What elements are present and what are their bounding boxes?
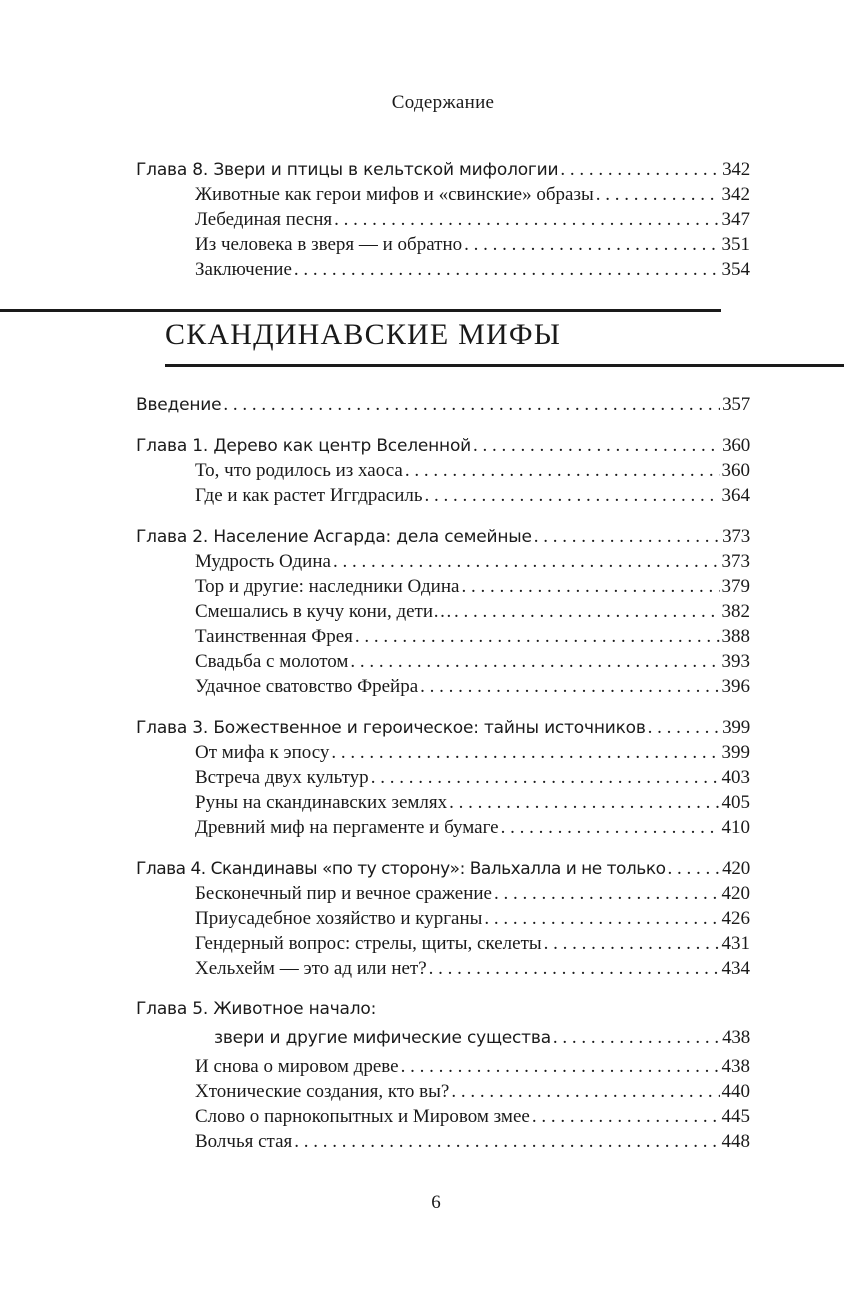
toc-section-entry[interactable] [136,906,750,931]
page-number: 399 [722,717,750,738]
section-title: Мудрость Одина [195,551,331,572]
page-number: 351 [721,234,750,255]
section-title: Бесконечный пир и вечное сражение [195,883,492,904]
toc-chapter2 [136,524,750,699]
page-number: 373 [721,551,750,572]
part-rule-top [0,309,721,312]
page-number: 438 [722,1027,750,1048]
section-title: Древний миф на пергаменте и бумаге [195,817,499,838]
toc-chapter-entry[interactable] [136,715,750,740]
chapter-title-line2: звери и другие мифические существа [214,1028,551,1048]
dot-leader [461,574,719,599]
toc-section-entry[interactable] [136,574,750,599]
page-number: 342 [722,159,750,180]
dot-leader [294,257,720,282]
dot-leader [331,740,719,765]
toc-section-entry[interactable] [136,458,750,483]
toc-chapter-entry[interactable] [136,524,750,549]
section-title: Из человека в зверя — и обратно [195,234,463,255]
toc-chapter-entry[interactable] [136,392,750,417]
toc-section-entry[interactable] [136,549,750,574]
toc-section-entry[interactable] [136,1079,750,1104]
running-head: Содержание [391,92,495,113]
section-title: Смешались в кучу кони, дети… [195,601,453,622]
dot-leader [532,1104,720,1129]
dot-leader [449,790,719,815]
chapter-title: Глава 8. Звери и птицы в кельтской мифологии [136,160,559,180]
dot-leader [294,1129,719,1154]
section-title: Волчья стая [195,1131,293,1152]
part-rule-bottom [165,364,844,367]
section-title: То, что родилось из хаоса [195,460,403,481]
page-number: 434 [721,958,750,979]
dot-leader [484,906,719,931]
dot-leader [560,157,720,182]
toc-celtic-chapter8 [136,157,750,282]
toc-chapter-entry[interactable] [136,433,750,458]
dot-leader [494,881,720,906]
toc-section-entry[interactable] [136,649,750,674]
section-title: Хельхейм — это ад или нет? [195,958,427,979]
section-title: И снова о мировом древе [195,1056,399,1077]
section-title: Где и как растет Иггдрасиль [195,485,423,506]
toc-section-entry[interactable] [136,790,750,815]
toc-section-entry[interactable] [136,232,750,257]
dot-leader [401,1054,720,1079]
section-title: Животные как герои мифов и «свинские» образы [195,184,594,205]
toc-section-entry[interactable] [136,182,750,207]
page-number: 431 [721,933,750,954]
page-number: 420 [721,883,750,904]
section-title: Свадьба с молотом [195,651,349,672]
page-folio: 6 [431,1192,441,1213]
dot-leader [429,956,720,981]
page-number: 373 [722,526,750,547]
dot-leader [668,856,721,881]
page-number: 420 [722,858,750,879]
dot-leader [420,674,719,699]
toc-chapter-entry-cont[interactable] [136,1022,750,1054]
toc-section-entry[interactable] [136,1054,750,1079]
page-number: 438 [721,1056,750,1077]
page-number: 440 [721,1081,750,1102]
toc-section-entry[interactable] [136,931,750,956]
section-title: Тор и другие: наследники Одина [195,576,460,597]
dot-leader [553,1022,720,1054]
section-title: Приусадебное хозяйство и курганы [195,908,483,929]
section-title: От мифа к эпосу [195,742,330,763]
toc-intro [136,392,750,417]
page-number: 445 [721,1106,750,1127]
section-title: Встреча двух культур [195,767,369,788]
dot-leader [648,715,720,740]
page-number: 410 [721,817,750,838]
page-number: 354 [721,259,750,280]
page-number: 448 [721,1131,750,1152]
section-title: Удачное сватовство Фрейра [195,676,419,697]
toc-chapter-entry[interactable] [136,157,750,182]
toc-section-entry[interactable] [136,483,750,508]
section-title: Заключение [195,259,292,280]
page-number: 426 [721,908,750,929]
page-number: 396 [721,676,750,697]
page-number: 342 [721,184,750,205]
dot-leader [451,1079,719,1104]
section-title: Таинственная Фрея [195,626,353,647]
page-number: 388 [721,626,750,647]
dot-leader [223,392,720,417]
chapter-title: Глава 1. Дерево как центр Вселенной [136,436,472,456]
toc-chapter1 [136,433,750,508]
dot-leader [371,765,720,790]
toc-chapter3 [136,715,750,840]
page-number: 393 [721,651,750,672]
section-title: Хтонические создания, кто вы? [195,1081,450,1102]
toc-section-entry[interactable] [136,765,750,790]
toc-section-entry[interactable] [136,674,750,699]
dot-leader [350,649,719,674]
dot-leader [596,182,720,207]
part-title: СКАНДИНАВСКИЕ МИФЫ [165,318,562,351]
page-number: 347 [721,209,750,230]
section-title: Руны на скандинавских землях [195,792,448,813]
dot-leader [405,458,720,483]
chapter-title: Глава 4. Скандинавы «по ту сторону»: Вальхалла и не только [136,859,666,879]
toc-section-entry[interactable] [136,207,750,232]
dot-leader [454,599,719,624]
page-number: 405 [721,792,750,813]
toc-section-entry[interactable] [136,624,750,649]
toc-section-entry[interactable] [136,1104,750,1129]
toc-section-entry[interactable] [136,881,750,906]
page-number: 357 [722,394,750,415]
page-number: 360 [721,460,750,481]
toc-section-entry[interactable] [136,1129,750,1154]
dot-leader [501,815,720,840]
chapter-title-line1: Глава 5. Животное начало: [136,999,377,1019]
dot-leader [333,549,720,574]
dot-leader [534,524,720,549]
toc-section-entry[interactable] [136,815,750,840]
dot-leader [355,624,720,649]
toc-chapter5 [136,997,750,1154]
page-number: 379 [721,576,750,597]
dot-leader [464,232,719,257]
toc-chapter-entry[interactable] [136,997,750,1022]
toc-section-entry[interactable] [136,956,750,981]
section-title: Слово о парнокопытных и Мировом змее [195,1106,530,1127]
section-title: Лебединая песня [195,209,333,230]
dot-leader [334,207,719,232]
toc-chapter-entry[interactable] [136,856,750,881]
page-number: 399 [721,742,750,763]
page-number: 403 [721,767,750,788]
intro-title: Введение [136,395,222,415]
page-number: 382 [721,601,750,622]
chapter-title: Глава 2. Население Асгарда: дела семейные [136,527,532,547]
toc-section-entry[interactable] [136,599,750,624]
toc-section-entry[interactable] [136,257,750,282]
dot-leader [544,931,720,956]
dot-leader [473,433,720,458]
toc-chapter4 [136,856,750,981]
section-title: Гендерный вопрос: стрелы, щиты, скелеты [195,933,542,954]
chapter-title: Глава 3. Божественное и героическое: тайны источников [136,718,646,738]
page-number: 364 [721,485,750,506]
page-number: 360 [722,435,750,456]
toc-section-entry[interactable] [136,740,750,765]
dot-leader [425,483,720,508]
